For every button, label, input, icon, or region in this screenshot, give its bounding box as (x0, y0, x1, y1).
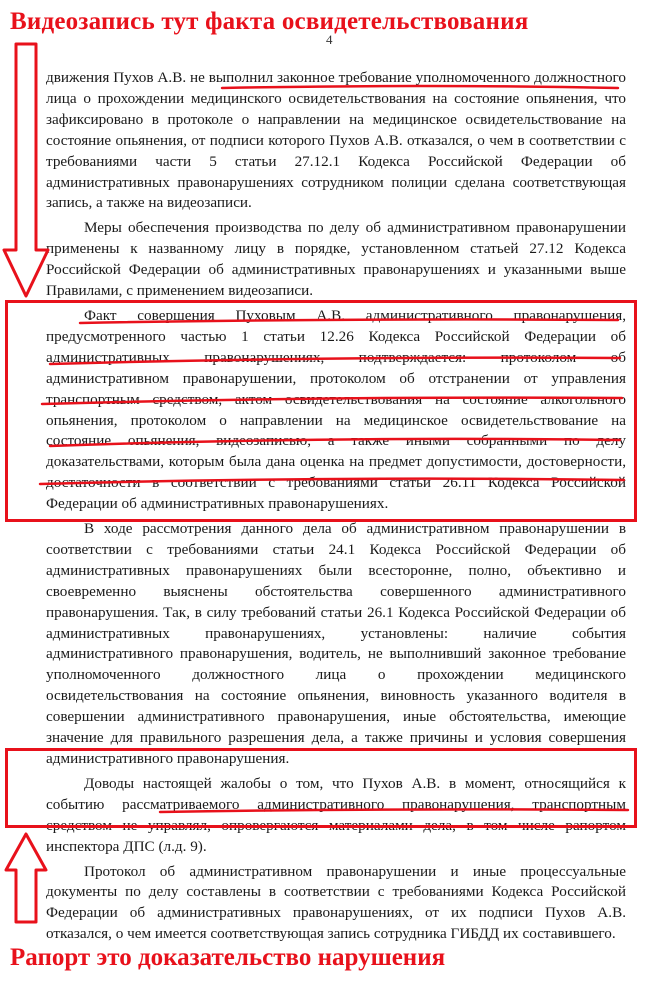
bottom-annotation-caption: Рапорт это доказательство нарушения (10, 944, 446, 971)
paragraph-1: движения Пухов А.В. не выполнил законное требование уполномоченного должностного лица о прохождении медицинского освидетельствования на состояние опьянения, что зафиксировано в протоколе о направлении на медицинское освидетельствование на состояние опьянения, от подписи которого Пухов А.В. отказался, о чем в соответствии с требованиями части 5 статьи 27.12.1 Кодекса Российской Федерации об административных правонарушениях сотрудником полиции сделана соответствующая запись, а также на видеозаписи. (46, 69, 626, 212)
up-arrow-icon (6, 834, 46, 922)
down-arrow-icon (4, 44, 48, 296)
paragraph-2: Меры обеспечения производства по делу об административном правонарушении применены к названному лицу в порядке, установленном статьей 27.12 Кодекса Российской Федерации об административных правонарушениях и указанными выше Правилами, с применением видеозаписи. (46, 219, 626, 300)
document-body (46, 68, 626, 945)
top-annotation-caption: Видеозапись тут факта освидетельствования (10, 8, 529, 35)
paragraph-4: В ходе рассмотрения данного дела об административном правонарушении в соответствии с требованиями статьи 24.1 Кодекса Российской Федерации об административных правонарушениях были всесторонне, полно, объективно и своевременно выяснены обстоятельства совершенного административного правонарушения. Так, в силу требований статьи 26.1 Кодекса Российской Федерации об административных правонарушениях, установлены: наличие события административного правонарушения, водитель, не выполнивший законное требование уполномоченного должностного лица о прохождении медицинского освидетельствования на состояние опьянения, виновность указанного водителя в совершении административного правонарушения, иные обстоятельства, имеющие значение для правильного разрешения дела, а также причины и условия совершения административного правонарушения. (46, 520, 626, 767)
paragraph-3-highlighted: Факт совершения Пуховым А.В. административного правонарушения, предусмотренного частью 1 статьи 12.26 Кодекса Российской Федерации об административных правонарушениях, подтверждается: протоколом об административном правонарушении, протоколом об отстранении от управления транспортным средством, актом освидетельствования на состояние алкогольного опьянения, протоколом о направлении на медицинское освидетельствование на состояние опьянения, видеозаписью, а также иными собранными по делу доказательствами, которым была дана оценка на предмет допустимости, достоверности, достаточности в соответствии с требованиями статьи 26.11 Кодекса Российской Федерации об административных правонарушениях. (46, 306, 626, 513)
page-number: 4 (326, 32, 333, 47)
paragraph-6: Протокол об административном правонарушении и иные процессуальные документы по делу составлены в соответствии с требованиями Кодекса Российской Федерации об административных правонарушениях, от их подписи Пухов А.В. отказался, о чем имеется соответствующая запись сотрудника ГИБДД их составившего. (46, 862, 626, 943)
paragraph-5-highlighted: Доводы настоящей жалобы о том, что Пухов А.В. в момент, относящийся к событию рассматриваемого административного правонарушения, транспортным средством не управлял, опровергаются материалами дела, в том числе рапортом инспектора ДПС (л.д. 9). (46, 774, 626, 855)
